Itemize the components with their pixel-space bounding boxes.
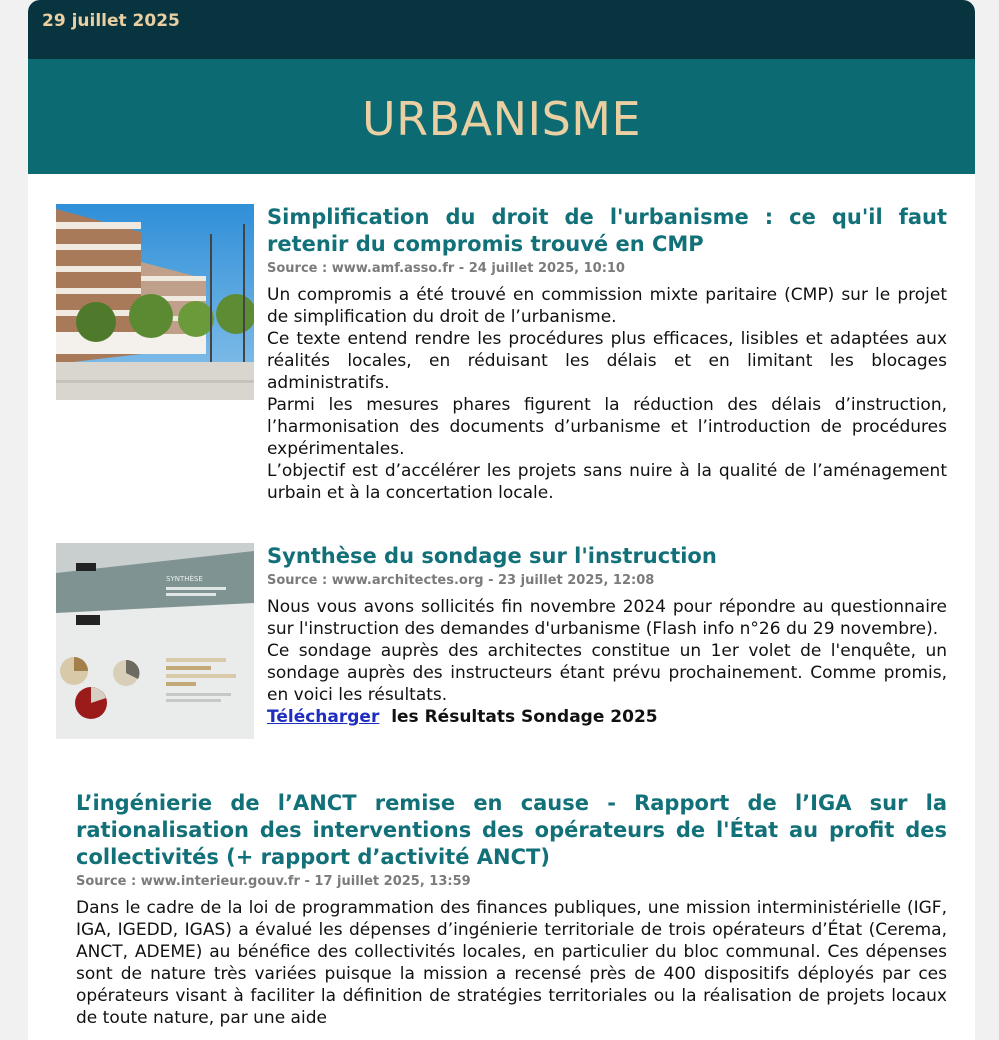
newsletter-card: [28, 0, 975, 1040]
download-label: les Résultats Sondage 2025: [391, 707, 658, 727]
article-3-title[interactable]: L’ingénierie de l’ANCT remise en cause - Rapport de l’IGA sur la rationalisation des interventions des opérateurs de l'État au profit des collectivités (+ rapport d’activité ANCT): [76, 791, 947, 869]
article-1-source: Source : www.amf.asso.fr - 24 juillet 2025, 10:10: [267, 261, 625, 276]
header-bar: [28, 0, 975, 59]
article-3-body: [76, 897, 947, 1029]
article-3-text: [76, 790, 947, 1029]
article-1-paragraph: Ce texte entend rendre les procédures plus efficaces, lisibles et adaptées aux réalités locales, en réduisant les délais et en limitant les blocages administratifs.: [267, 329, 947, 393]
article-2-source: Source : www.architectes.org - 23 juillet 2025, 12:08: [267, 573, 655, 588]
article-2-title[interactable]: Synthèse du sondage sur l'instruction: [267, 544, 717, 568]
download-row: [267, 706, 947, 728]
article-1-title[interactable]: Simplification du droit de l'urbanisme : ce qu'il faut retenir du compromis trouvé en CMP: [267, 205, 947, 256]
section-banner: [28, 59, 975, 174]
article-1-text: [267, 204, 947, 504]
article-3-paragraph: Dans le cadre de la loi de programmation des finances publiques, une mission interministérielle (IGF, IGA, IGEDD, IGAS) a évalué les dépenses d’ingénierie territoriale de trois opérateurs d’État (Cerema, ANCT, ADEME) au bénéfice des collectivités locales, en particulier du bloc communal. Ces dépenses sont de nature très variées puisque la mission a recensé près de 400 dispositifs déployés par ces opérateurs visant à faciliter la définition de stratégies territoriales ou la réalisation de projets locaux de toute nature, par une aide: [76, 898, 947, 1028]
thumb-brand: SYNTHÈSE: [166, 575, 203, 583]
article-1-paragraph: L’objectif est d’accélérer les projets sans nuire à la qualité de l’aménagement urbain et à la concertation locale.: [267, 461, 947, 503]
article-3-source: Source : www.interieur.gouv.fr - 17 juillet 2025, 13:59: [76, 874, 471, 889]
article-2-text: [267, 543, 947, 728]
article-1-body: [267, 284, 947, 504]
issue-date: 29 juillet 2025: [42, 11, 180, 31]
article-2-paragraph: Nous vous avons sollicités fin novembre 2024 pour répondre au questionnaire sur l'instruction des demandes d'urbanisme (Flash info n°26 du 29 novembre).: [267, 597, 947, 639]
section-title: URBANISME: [361, 91, 642, 146]
article-2-body: [267, 596, 947, 706]
article-1-photo[interactable]: [56, 204, 254, 400]
article-2-paragraph: Ce sondage auprès des architectes constitue un 1er volet de l'enquête, un sondage auprès des instructeurs étant prévu prochainement. Comme promis, en voici les résultats.: [267, 641, 947, 705]
article-2-photo[interactable]: [56, 543, 254, 739]
article-1-paragraph: Un compromis a été trouvé en commission mixte paritaire (CMP) sur le projet de simplification du droit de l’urbanisme.: [267, 285, 947, 327]
article-1-paragraph: Parmi les mesures phares figurent la réduction des délais d’instruction, l’harmonisation des documents d’urbanisme et l’introduction de procédures expérimentales.: [267, 395, 947, 459]
download-link[interactable]: Télécharger: [267, 707, 380, 727]
